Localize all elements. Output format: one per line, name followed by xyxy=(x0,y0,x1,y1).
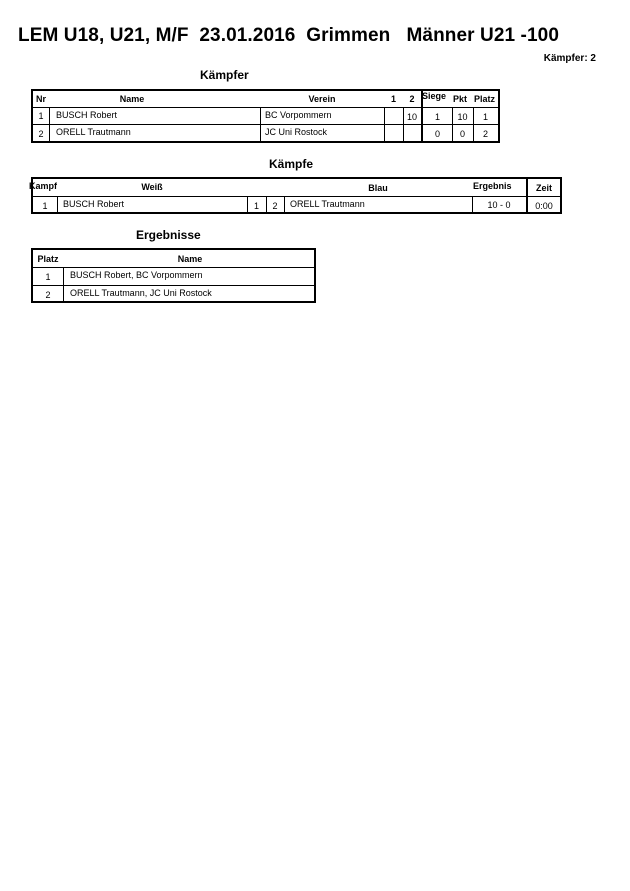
fighter-pkt: 10 xyxy=(457,112,468,122)
fighter-siege: 0 xyxy=(434,129,440,139)
fighters-section-title: Kämpfer xyxy=(200,68,249,82)
col-header-name: Name xyxy=(177,254,203,264)
col-header-platz: Platz xyxy=(37,254,59,264)
fight-white-name: BUSCH Robert xyxy=(63,199,125,209)
col-header-zeit: Zeit xyxy=(535,183,552,193)
col-header-siege: Siege xyxy=(422,91,447,101)
fighter-club: BC Vorpommern xyxy=(265,110,332,120)
results-table xyxy=(31,248,316,303)
fighter-siege: 1 xyxy=(434,112,440,122)
fighters-count: Kämpfer: 2 xyxy=(543,53,596,64)
fights-table xyxy=(31,177,562,214)
fight-blue-name: ORELL Trautmann xyxy=(290,199,365,209)
col-header-pkt: Pkt xyxy=(453,94,468,104)
result-place: 1 xyxy=(45,272,51,282)
col-header-kampf: Kampf xyxy=(29,181,58,191)
col-header-verein: Verein xyxy=(308,94,336,104)
col-header-ergebnis: Ergebnis xyxy=(473,181,512,191)
fight-white-nr: 1 xyxy=(253,201,259,211)
page-title: LEM U18, U21, M/F 23.01.2016 Grimmen Männer U21 -100 xyxy=(18,25,559,46)
fight-nr: 1 xyxy=(42,201,48,211)
col-header-round-1: 1 xyxy=(390,94,396,104)
col-header-nr: Nr xyxy=(36,94,47,104)
fighter-round-2: 10 xyxy=(406,112,417,122)
fight-result: 10 - 0 xyxy=(487,200,511,210)
fight-blue-nr: 2 xyxy=(272,201,278,211)
fighter-platz: 2 xyxy=(482,129,488,139)
fighter-pkt: 0 xyxy=(459,129,465,139)
col-header-name: Name xyxy=(119,94,145,104)
fighter-name: ORELL Trautmann xyxy=(56,127,131,137)
fighter-platz: 1 xyxy=(482,112,488,122)
col-header-blau: Blau xyxy=(368,183,388,193)
fighters-table xyxy=(31,89,500,143)
fights-section-title: Kämpfe xyxy=(269,157,314,171)
result-name: ORELL Trautmann, JC Uni Rostock xyxy=(70,288,212,298)
col-header-platz: Platz xyxy=(474,94,496,104)
fighter-club: JC Uni Rostock xyxy=(265,127,328,137)
results-section-title: Ergebnisse xyxy=(136,228,201,242)
col-header-weiss: Weiß xyxy=(141,182,163,192)
fighter-nr: 1 xyxy=(38,111,44,121)
fighter-name: BUSCH Robert xyxy=(56,110,118,120)
result-name: BUSCH Robert, BC Vorpommern xyxy=(70,270,203,280)
fight-time: 0:00 xyxy=(535,201,553,211)
fighter-nr: 2 xyxy=(38,129,44,139)
result-place: 2 xyxy=(45,290,51,300)
col-header-round-2: 2 xyxy=(409,94,415,104)
